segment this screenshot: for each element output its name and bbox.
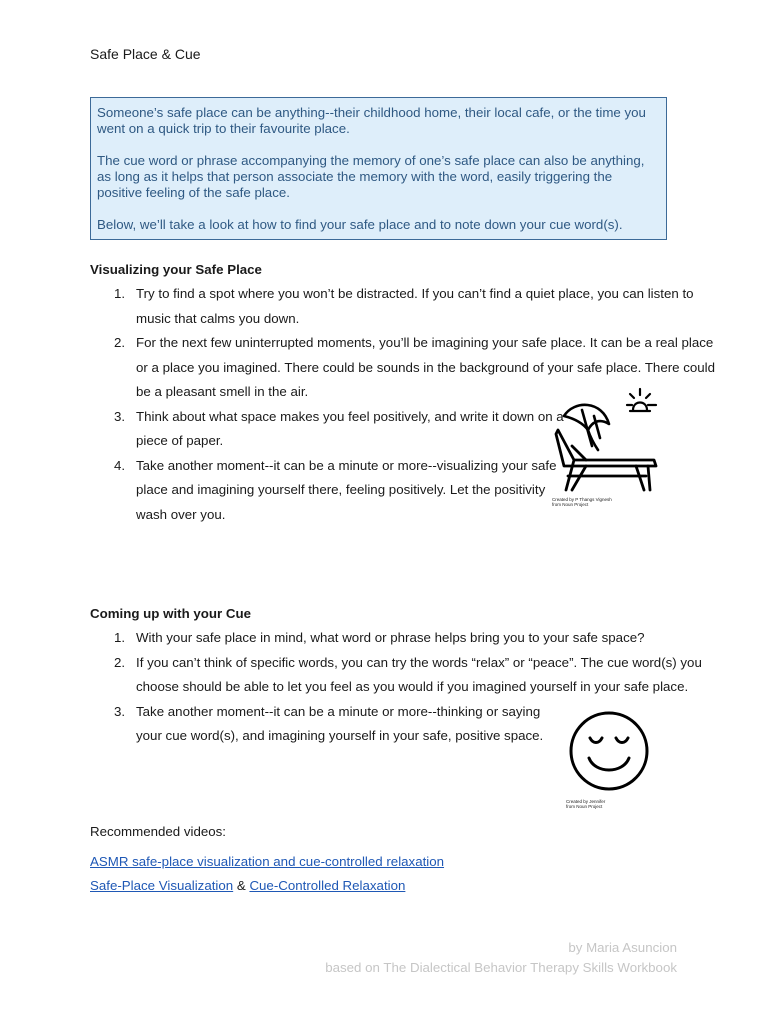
list-item: With your safe place in mind, what word or phrase helps bring you to your safe space?	[136, 630, 645, 645]
beach-chair-credit-1: Created by P Thangs Vignesh	[552, 497, 612, 502]
footer-source: based on The Dialectical Behavior Therapy Skills Workbook	[325, 960, 677, 975]
visualizing-heading: Visualizing your Safe Place	[90, 262, 262, 277]
list-item: If you can’t think of specific words, you can try the words “relax” or “peace”. The cue word(s) you choose should be able to let you feel as you would if you imagined yourself in your safe place.	[136, 654, 702, 694]
smiley-face-icon	[566, 708, 652, 794]
video-links	[90, 850, 444, 898]
beach-chair-credit-2: from Noun Project	[552, 502, 589, 507]
list-item: For the next few uninterrupted moments, you’ll be imagining your safe place. It can be a real place or a place you imagined. There could be sounds in the background of your safe place. There could be a pleasant smell in the air.	[136, 335, 716, 399]
intro-paragraph-3: Below, we’ll take a look at how to find your safe place and to note down your cue word(s).	[97, 217, 623, 232]
link-separator: &	[236, 878, 246, 893]
beach-chair-illustration	[552, 386, 664, 507]
intro-paragraph-1: Someone’s safe place can be anything--their childhood home, their local cafe, or the time you went on a quick trip to their favourite place.	[97, 105, 646, 136]
safe-place-visualization-link[interactable]: Safe-Place Visualization	[90, 878, 234, 893]
footer	[325, 938, 677, 978]
smiley-credit-2: from Noun Project	[566, 804, 603, 809]
beach-chair-umbrella-sun-icon	[552, 386, 664, 492]
intro-callout	[90, 97, 667, 240]
smiley-illustration	[566, 708, 656, 809]
page-title: Safe Place & Cue	[90, 46, 201, 62]
asmr-video-link[interactable]: ASMR safe-place visualization and cue-controlled relaxation	[90, 854, 445, 869]
list-item: Try to find a spot where you won’t be distracted. If you can’t find a quiet place, you can listen to music that calms you down.	[136, 286, 694, 326]
cue-heading: Coming up with your Cue	[90, 606, 252, 621]
intro-paragraph-2: The cue word or phrase accompanying the memory of one’s safe place can also be anything, as long as it helps that person associate the memory with the word, easily triggering the positive feeling of the safe place.	[97, 153, 645, 200]
cue-controlled-relaxation-link[interactable]: Cue-Controlled Relaxation	[249, 878, 406, 893]
footer-author: by Maria Asuncion	[568, 940, 677, 955]
recommended-videos-label: Recommended videos:	[90, 824, 226, 839]
list-item: Think about what space makes you feel positively, and write it down on a piece of paper.	[136, 408, 564, 448]
list-item: Take another moment--it can be a minute or more--visualizing your safe place and imagining yourself there, feeling positively. Let the positivity wash over you.	[136, 457, 557, 522]
list-item: Take another moment--it can be a minute or more--thinking or saying your cue word(s), and imagining yourself in your safe, positive space.	[136, 703, 544, 743]
smiley-credit-1: Created by Jennifer	[566, 799, 606, 804]
